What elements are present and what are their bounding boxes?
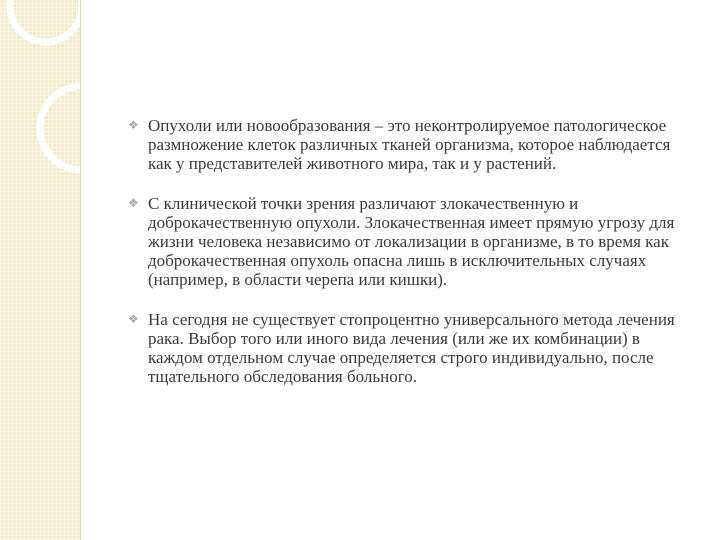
bullet-text: На сегодня не существует стопроцентно универсального метода лечения рака. Выбор того или иного вида лечения (или же их комбинации) в каждом отдельном случае определяется строго индивидуально, после тщательного обследования больного. [148, 310, 675, 386]
decorative-sidebar [0, 0, 81, 540]
bullet-item [128, 194, 688, 289]
bullet-list [128, 116, 688, 386]
diamond-bullet-icon: ❖ [128, 312, 139, 326]
bullet-text: Опухоли или новообразования – это неконтролируемое патологическое размножение клеток различных тканей организма, которое наблюдается как у представителей животного мира, так и у растений. [148, 116, 671, 173]
diamond-bullet-icon: ❖ [128, 118, 139, 132]
bullet-item [128, 116, 688, 173]
bullet-item [128, 310, 688, 386]
bullet-text: С клинической точки зрения различают злокачественную и доброкачественную опухоли. Злокачественная имеет прямую угрозу для жизни человека независимо от локализации в организме, в то время как доброкачественная опухоль опасна лишь в исключительных случаях (например, в области черепа или кишки). [148, 194, 675, 289]
decorative-circles-icon [0, 0, 80, 200]
diamond-bullet-icon: ❖ [128, 196, 139, 210]
